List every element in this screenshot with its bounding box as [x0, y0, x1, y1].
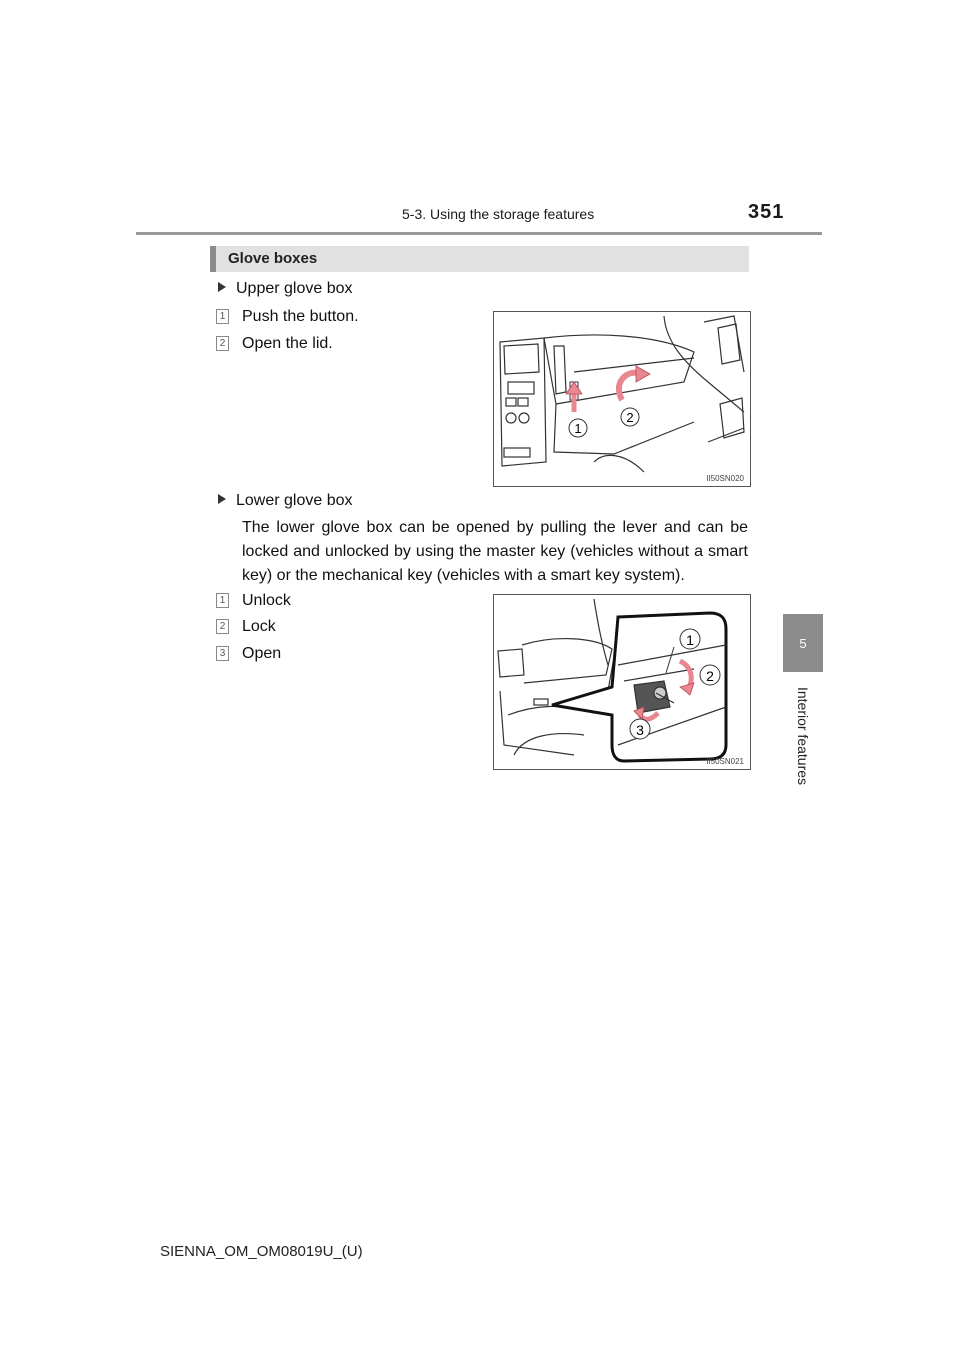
- header-section-title: 5-3. Using the storage features: [402, 206, 595, 222]
- triangle-bullet-icon: [218, 282, 226, 292]
- upper-heading-text: Upper glove box: [236, 280, 353, 297]
- upper-callout-2: 2: [626, 410, 634, 425]
- upper-glove-box-illustration: [494, 312, 750, 486]
- chapter-number: 5: [799, 635, 807, 651]
- section-title: Glove boxes: [228, 250, 318, 267]
- step-number-badge: 2: [216, 336, 229, 351]
- lower-step-3-text: Open: [242, 645, 282, 662]
- upper-callout-1: 1: [574, 421, 582, 436]
- lower-callout-3: 3: [636, 722, 644, 738]
- header-rule: [136, 232, 822, 235]
- triangle-bullet-icon: [218, 494, 226, 504]
- lower-glove-box-figure: [493, 594, 751, 770]
- lower-callout-1: 1: [686, 632, 694, 648]
- step-number-badge: 2: [216, 619, 229, 634]
- step-number-badge: 3: [216, 646, 229, 661]
- lower-step-2-text: Lock: [242, 618, 276, 635]
- lower-callout-2: 2: [706, 668, 714, 684]
- lower-glove-box-heading: [218, 492, 353, 510]
- step-number-badge: 1: [216, 593, 229, 608]
- upper-glove-box-figure: [493, 311, 751, 487]
- chapter-label: [783, 676, 823, 796]
- lower-glove-box-illustration: [494, 595, 750, 769]
- footer-doc-id: SIENNA_OM_OM08019U_(U): [160, 1243, 363, 1260]
- chapter-title: Interior features: [795, 686, 811, 786]
- upper-step-2-text: Open the lid.: [242, 335, 333, 352]
- chapter-tab[interactable]: [783, 614, 823, 672]
- upper-glove-box-heading: [218, 280, 353, 298]
- section-heading-box: [210, 246, 749, 272]
- step-number-badge: 1: [216, 309, 229, 324]
- figure-code: II50SN020: [706, 474, 744, 483]
- figure-code: II50SN021: [706, 757, 744, 766]
- lower-description: The lower glove box can be opened by pulling the lever and can be locked and unlocked by using the master key (vehicles without a smart key) or the mechanical key (vehicles with a smart key system).: [242, 519, 748, 584]
- lower-step-1-text: Unlock: [242, 592, 291, 609]
- upper-step-1-text: Push the button.: [242, 308, 359, 325]
- page-number: 351: [748, 201, 785, 223]
- lower-heading-text: Lower glove box: [236, 492, 353, 509]
